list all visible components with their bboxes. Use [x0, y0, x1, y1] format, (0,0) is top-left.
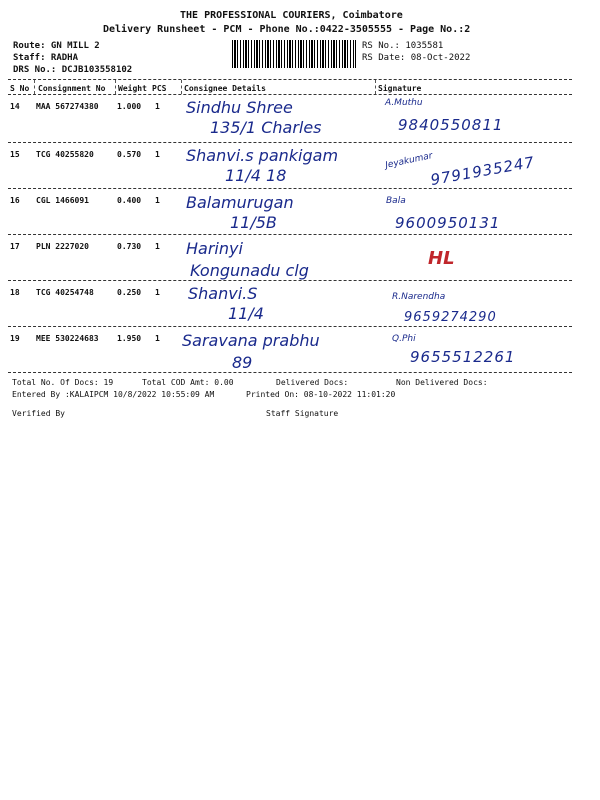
row-consignee-name: Shanvi.s pankigam	[186, 146, 339, 165]
col-header-pcs: PCS	[152, 84, 167, 93]
row-consignee-address: 11/5B	[230, 213, 277, 232]
row-consignment-no: PLN 2227020	[36, 242, 89, 251]
row-sno: 15	[10, 150, 20, 159]
col-header-weight: Weight	[118, 84, 147, 93]
row-consignee-address: 89	[232, 353, 253, 372]
row-consignee-address: 135/1 Charles	[210, 118, 322, 137]
row-consignee-name: Saravana prabhu	[182, 331, 320, 350]
row-consignment-no: TCG 40255820	[36, 150, 94, 159]
verified-by: Verified By	[12, 409, 65, 418]
row-signature-phone: 9659274290	[404, 310, 497, 325]
row-signature-name: A.Muthu	[385, 98, 423, 108]
col-divider	[115, 80, 116, 94]
row-signature-name: Jeyakumar	[384, 151, 434, 171]
staff-label: Staff: RADHA	[13, 53, 79, 63]
row-pcs: 1	[155, 102, 160, 111]
row-pcs: 1	[155, 334, 160, 343]
col-header-consignment: Consignment No	[38, 84, 106, 93]
row-consignee-name: Harinyi	[186, 239, 243, 258]
row-consignment-no: CGL 1466091	[36, 196, 89, 205]
row-consignee-name: Balamurugan	[186, 193, 294, 212]
table-top-rule	[8, 79, 572, 80]
col-header-signature: Signature	[378, 84, 422, 93]
row-divider	[8, 280, 572, 281]
table-header-rule	[8, 94, 572, 95]
row-sno: 16	[10, 196, 20, 205]
row-weight: 1.950	[117, 334, 142, 343]
row-signature-name: Q.Phi	[392, 334, 416, 344]
barcode	[232, 40, 356, 68]
row-signature-phone: 9791935247	[429, 152, 537, 190]
document-title: Delivery Runsheet - PCM - Phone No.:0422-3505555 - Page No.:2	[103, 24, 471, 35]
row-consignee-name: Shanvi.S	[188, 284, 258, 303]
col-header-consignee: Consignee Details	[184, 84, 266, 93]
total-cod-amount: Total COD Amt: 0.00	[142, 378, 234, 387]
total-docs: Total No. Of Docs: 19	[12, 378, 114, 387]
row-divider	[8, 326, 572, 327]
row-divider	[8, 188, 572, 189]
row-weight: 0.730	[117, 242, 142, 251]
row-signature-phone: 9655512261	[410, 348, 516, 366]
rs-number: RS No.: 1035581	[362, 41, 444, 51]
row-signature-name: R.Narendha	[392, 292, 446, 302]
rs-date: RS Date: 08-Oct-2022	[362, 53, 471, 63]
row-sno: 18	[10, 288, 20, 297]
row-weight: 0.400	[117, 196, 142, 205]
row-divider	[8, 142, 572, 143]
row-consignee-address: Kongunadu clg	[190, 261, 309, 280]
route-label: Route: GN MILL 2	[13, 41, 100, 51]
row-consignee-name: Sindhu Shree	[186, 98, 293, 117]
row-weight: 0.250	[117, 288, 142, 297]
row-pcs: 1	[155, 288, 160, 297]
row-weight: 1.000	[117, 102, 142, 111]
row-consignment-no: MAA 567274380	[36, 102, 99, 111]
row-divider	[8, 234, 572, 235]
table-bottom-rule	[8, 372, 572, 373]
col-divider	[34, 80, 35, 94]
col-divider	[181, 80, 182, 94]
row-signature-phone: 9600950131	[395, 214, 501, 232]
row-consignment-no: TCG 40254748	[36, 288, 94, 297]
non-delivered-docs: Non Delivered Docs:	[396, 378, 488, 387]
staff-signature: Staff Signature	[266, 409, 339, 418]
row-consignee-address: 11/4	[228, 304, 264, 323]
company-name: THE PROFESSIONAL COURIERS, Coimbatore	[180, 10, 403, 21]
row-pcs: 1	[155, 196, 160, 205]
row-sno: 17	[10, 242, 20, 251]
row-signature-name: HL	[428, 248, 455, 269]
drs-number: DRS No.: DCJB103558102	[13, 65, 133, 75]
col-divider	[375, 80, 376, 94]
row-sno: 14	[10, 102, 20, 111]
delivered-docs: Delivered Docs:	[276, 378, 349, 387]
row-weight: 0.570	[117, 150, 142, 159]
row-signature-name: Bala	[386, 196, 406, 206]
row-signature-phone: 9840550811	[398, 116, 504, 134]
entered-by: Entered By :KALAIPCM 10/8/2022 10:55:09 AM	[12, 390, 215, 399]
col-header-sno: S No	[10, 84, 30, 93]
row-pcs: 1	[155, 150, 160, 159]
printed-on: Printed On: 08-10-2022 11:01:20	[246, 390, 396, 399]
row-sno: 19	[10, 334, 20, 343]
row-pcs: 1	[155, 242, 160, 251]
row-consignment-no: MEE 530224683	[36, 334, 99, 343]
row-consignee-address: 11/4 18	[225, 166, 287, 185]
